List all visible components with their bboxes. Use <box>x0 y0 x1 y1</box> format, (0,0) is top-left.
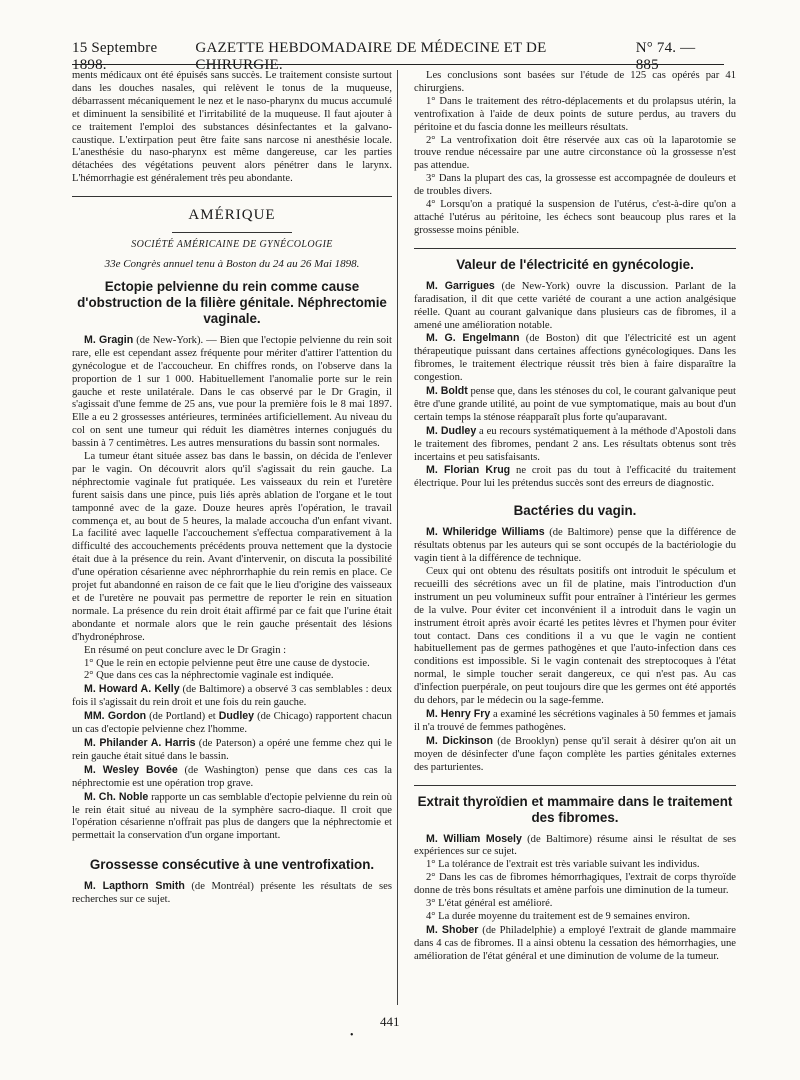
paragraph: MM. Gordon (de Portland) et Dudley (de Chicago) rapportent chacun un cas d'ectopie pelvienne chez l'homme. <box>72 710 392 736</box>
speaker-name: M. Shober <box>426 923 479 936</box>
paragraph: M. Garrigues (de New-York) ouvre la discussion. Parlant de la faradisation, il dit que cette variété de courant a une action analgésique réelle. Quant au courant galvanique dans plusieurs cas de fibromes, il a amené une amélioration notable. <box>414 279 736 331</box>
page-folio: 441 <box>380 1014 400 1029</box>
paragraph: 1° Que le rein en ectopie pelvienne peut être une cause de dystocie. <box>84 657 370 669</box>
speaker-name: M. Florian Krug <box>426 464 511 477</box>
paragraph: En résumé on peut conclure avec le Dr Gragin : <box>84 644 287 656</box>
running-header <box>72 40 722 73</box>
paragraph: M. Shober (de Philadelphie) a employé l'extrait de glande mammaire dans 4 cas de fibromes. Il a ainsi obtenu la cessation des hémorrhagies, une amélioration de l'état général et une diminution de volume de la tumeur. <box>414 923 736 962</box>
paragraph: M. Boldt pense que, dans les sténoses du col, le courant galvanique peut être d'une grande utilité, au point de vue symptomatique, mais au bout d'un certain temps la sténose réapparaît plus forte qu'auparavant. <box>414 385 736 423</box>
speaker-name: M. Dudley <box>426 424 477 437</box>
paragraph: M. Dudley a eu recours systématiquement à la méthode d'Apostoli dans le traitement des fibromes, pendant 2 ans. Les résultats obtenus sont très incertains et peu satisfaisants. <box>414 424 737 463</box>
column-divider <box>397 70 398 1005</box>
right-column <box>414 70 736 964</box>
article-rule <box>414 785 736 786</box>
article-rule <box>414 248 736 249</box>
paragraph: 3° Dans la plupart des cas, la grossesse est accompagnée de douleurs et de troubles divers. <box>414 173 736 198</box>
left-column <box>72 70 392 907</box>
section-rule <box>72 196 392 197</box>
paragraph: M. Whileridge Williams (de Baltimore) pense que la différence de résultats obtenus par les auteurs qui se sont occupés de la bactériologie du vagin tient à la différence de technique. <box>414 526 736 565</box>
section-heading: AMÉRIQUE <box>188 207 276 224</box>
speaker-name: M. Gragin <box>84 333 134 346</box>
paragraph: M. William Mosely (de Baltimore) résume ainsi le résultat de ses expériences sur ce sujet. <box>414 832 737 858</box>
paragraph: M. Florian Krug ne croit pas du tout à l'efficacité du traitement électrique. Pour lui les prétendus succès sont des erreurs de diagnostic. <box>414 464 736 490</box>
article-title-grossesse: Grossesse consécutive à une ventrofixation. <box>89 857 375 873</box>
paragraph: 3° L'état général est amélioré. <box>426 898 553 910</box>
speaker-name: M. G. Engelmann <box>426 332 520 345</box>
paragraph: M. Wesley Bovée (de Washington) pense que dans ces cas la néphrectomie est une opération trop grave. <box>72 763 392 789</box>
congress-info: 33e Congrès annuel tenu à Boston du 24 au 26 Mai 1898. <box>104 257 360 270</box>
paragraph: 2° Que dans ces cas la néphrectomie vaginale est indiquée. <box>84 670 334 682</box>
intro-paragraph: ments médicaux ont été épuisés sans succès. Le traitement consiste surtout dans les douches nasales, qui relèvent le tonus de la muqueuse, débarrassent mécaniquement le nez et le naso-pharynx du mucus accumulé et diminuent la sensibilité et l'irritabilité de la muqueuse. Il faut ajouter à ce traitement l'emploi des substances désinfectantes et la galvano-caustique. L'extirpation peut être faite sans narcose ni anesthésie locale. L'anesthésie du naso-pharynx est même dangereuse, car les parties détachées des végétations peuvent alors pénétrer dans le larynx. L'hémorrhagie est généralement très peu abondante. <box>72 70 392 185</box>
paragraph: M. G. Engelmann (de Boston) dit que l'électricité est un agent thérapeutique puissant dans certaines affections gynécologiques. Dans les fibromes, le traitement électrique réussit très bien à faire disparaître la congestion. <box>414 332 736 384</box>
speaker-name: M. Philander A. Harris <box>84 736 196 749</box>
paragraph: M. Lapthorn Smith (de Montréal) présente les résultats de ses recherches sur ce sujet. <box>72 880 392 906</box>
header-rule <box>72 64 724 65</box>
paragraph: 4° La durée moyenne du traitement est de 9 semaines environ. <box>426 910 690 922</box>
header-issue-page: N° 74. — 885 <box>635 40 696 73</box>
speaker-name: M. Howard A. Kelly <box>84 683 180 696</box>
paragraph: 2° Dans les cas de fibromes hémorrhagiques, l'extrait de corps thyroïde donne de très bons résultats et amène parfois une diminution de la tumeur. <box>414 872 736 897</box>
speaker-name: MM. Gordon <box>84 710 147 723</box>
paragraph: Les conclusions sont basées sur l'étude de 125 cas opérés par 41 chirurgiens. <box>414 70 736 94</box>
speaker-name: M. Lapthorn Smith <box>84 880 185 893</box>
paragraph: M. Ch. Noble rapporte un cas semblable d'ectopie pelvienne du rein où le rein était situé au niveau de la symphère sacro-diaque. Il croit que l'opération césarienne n'offrait pas plus de dangers que la néphrectomie et permettait la conservation d'un organe important. <box>72 790 392 842</box>
article-title-bacteries: Bactéries du vagin. <box>513 503 637 519</box>
paragraph: M. Howard A. Kelly (de Baltimore) a observé 3 cas semblables : deux fois il s'agissait du rein droit et une fois du rein gauche. <box>72 683 392 709</box>
speaker-name: Dudley <box>218 710 255 723</box>
speaker-name: M. Whileridge Williams <box>426 526 545 539</box>
society-name: SOCIÉTÉ AMÉRICAINE DE GYNÉCOLOGIE <box>131 239 333 251</box>
paragraph: M. Gragin (de New-York). — Bien que l'ectopie pelvienne du rein soit rare, elle est cependant assez fréquente pour mériter d'attirer l'attention du gynécologue et de l'accoucheur. En chiffres ronds, on l'observe dans la proportion de 1 sur 1 000. Habituellement l'anomalie porte sur le rein gauche et reste unilatérale. Dans le cas observé par le Dr Gragin, il s'agissait d'une femme de 25 ans, vue pour la première fois le 8 mai 1897. Elle a eu 2 grossesses antérieures, terminées artificiellement. Au niveau du col on sent une tumeur qui réduit les diamètres internes conjugués du bassin à 7 centimètres. Les autres mensurations du bassin sont normales. <box>72 333 392 450</box>
speaker-name: M. Garrigues <box>426 279 495 292</box>
paragraph: 4° Lorsqu'on a pratiqué la suspension de l'utérus, c'est-à-dire qu'on a attaché l'utérus au péritoine, les échecs sont beaucoup plus rares et la grossesse moins pénible. <box>414 199 736 236</box>
paragraph: 1° La tolérance de l'extrait est très variable suivant les individus. <box>426 859 700 871</box>
paragraph: 2° La ventrofixation doit être réservée aux cas où la laparotomie se trouve rendue nécessaire par une autre circonstance où la grossesse n'est pas attendue. <box>414 134 736 172</box>
paragraph: La tumeur étant située assez bas dans le bassin, on décida de l'enlever par le vagin. On découvrit alors qu'il s'agissait du rein gauche. La néphrectomie vaginale fut pratiquée. Les vaisseaux du rein et l'uretère furent saisis dans une pince, puis liés après ablation de l'organe et le tout tamponné avec de la gaze. Douze heures après l'opération, le travail commença et, au bout de 5 heures, la malade accoucha d'un enfant vivant. La facilité avec laquelle l'accouchement s'effectua comparativement à la difficulté des accouchements précédents prouva nettement que la dystocie était due à la présence du rein. Avant d'intervenir, on discuta la possibilité d'une opération césarienne avec néphrorrhaphie du rein remis en place. Ce projet fut abandonné en raison de ce fait que le lieu d'origine des vaisseaux et de l'uretère ne pouvait pas permettre de reporter le rein en situation normale. La présence du rein droit était affirmé par ce fait que l'urine était abondante et normale alors que le rein gauche présentait des lésions d'hydronéphrose. <box>72 451 392 643</box>
paragraph: M. Dickinson (de Brooklyn) pense qu'il serait à désirer qu'on ait un moyen de désinfecter d'une façon complète les parties génitales externes des parturientes. <box>414 734 736 773</box>
section-subrule <box>172 232 292 233</box>
header-journal-title: GAZETTE HEBDOMADAIRE DE MÉDECINE ET DE CHIRURGIE. <box>195 40 547 73</box>
paragraph: Ceux qui ont obtenu des résultats positifs ont introduit le spéculum et recueilli des sécrétions avec un fil de platine, mais l'introduction d'un instrument un peu volumineux suffit pour entraîner à l'intérieur les germes de la vulve. Pour éviter cet inconvénient il a introduit dans le vagin un instrument étroit après avoir écarté les petites lèvres et l'hymen pour éviter tout contact. Dans ces conditions il a vu que le vagin ne contient habituellement pas de germes pathogènes et que l'auto-infection dans ces conditions est impossible. Si le vagin contenait des streptocoques à l'état normal, le simple toucher serait dangereux, ce qui n'est pas. Au cas d'infection puerpérale, on peut toujours dire que les germes ont été apportés du dehors, par le médecin ou la sage-femme. <box>414 566 736 707</box>
paragraph: M. Philander A. Harris (de Paterson) a opéré une femme chez qui le rein gauche était situé dans le bassin. <box>72 736 392 762</box>
speaker-name: M. Henry Fry <box>426 707 491 720</box>
article-title-ectopie: Ectopie pelvienne du rein comme cause d'obstruction de la filière génitale. Néphrectomie vaginale. <box>77 278 387 326</box>
paragraph: 1° Dans le traitement des rétro-déplacements et du prolapsus utérin, la ventrofixation à l'aide de deux points de suture perdus, au travers du péritoine et du fascia donne les meilleurs résultats. <box>414 95 736 133</box>
speaker-name: M. Dickinson <box>426 734 493 747</box>
speaker-name: M. Ch. Noble <box>84 790 149 803</box>
paragraph: M. Henry Fry a examiné les sécrétions vaginales à 50 femmes et jamais il n'a trouvé de femmes pathogènes. <box>414 707 736 733</box>
print-dot: • <box>350 1030 354 1041</box>
speaker-name: M. Boldt <box>426 385 468 398</box>
article-title-electricite: Valeur de l'électricité en gynécologie. <box>456 256 694 272</box>
header-date: 15 Septembre 1898. <box>72 40 158 73</box>
speaker-name: M. Wesley Bovée <box>84 763 178 776</box>
speaker-name: M. William Mosely <box>426 832 522 845</box>
article-title-extrait: Extrait thyroïdien et mammaire dans le traitement des fibromes. <box>417 793 733 825</box>
